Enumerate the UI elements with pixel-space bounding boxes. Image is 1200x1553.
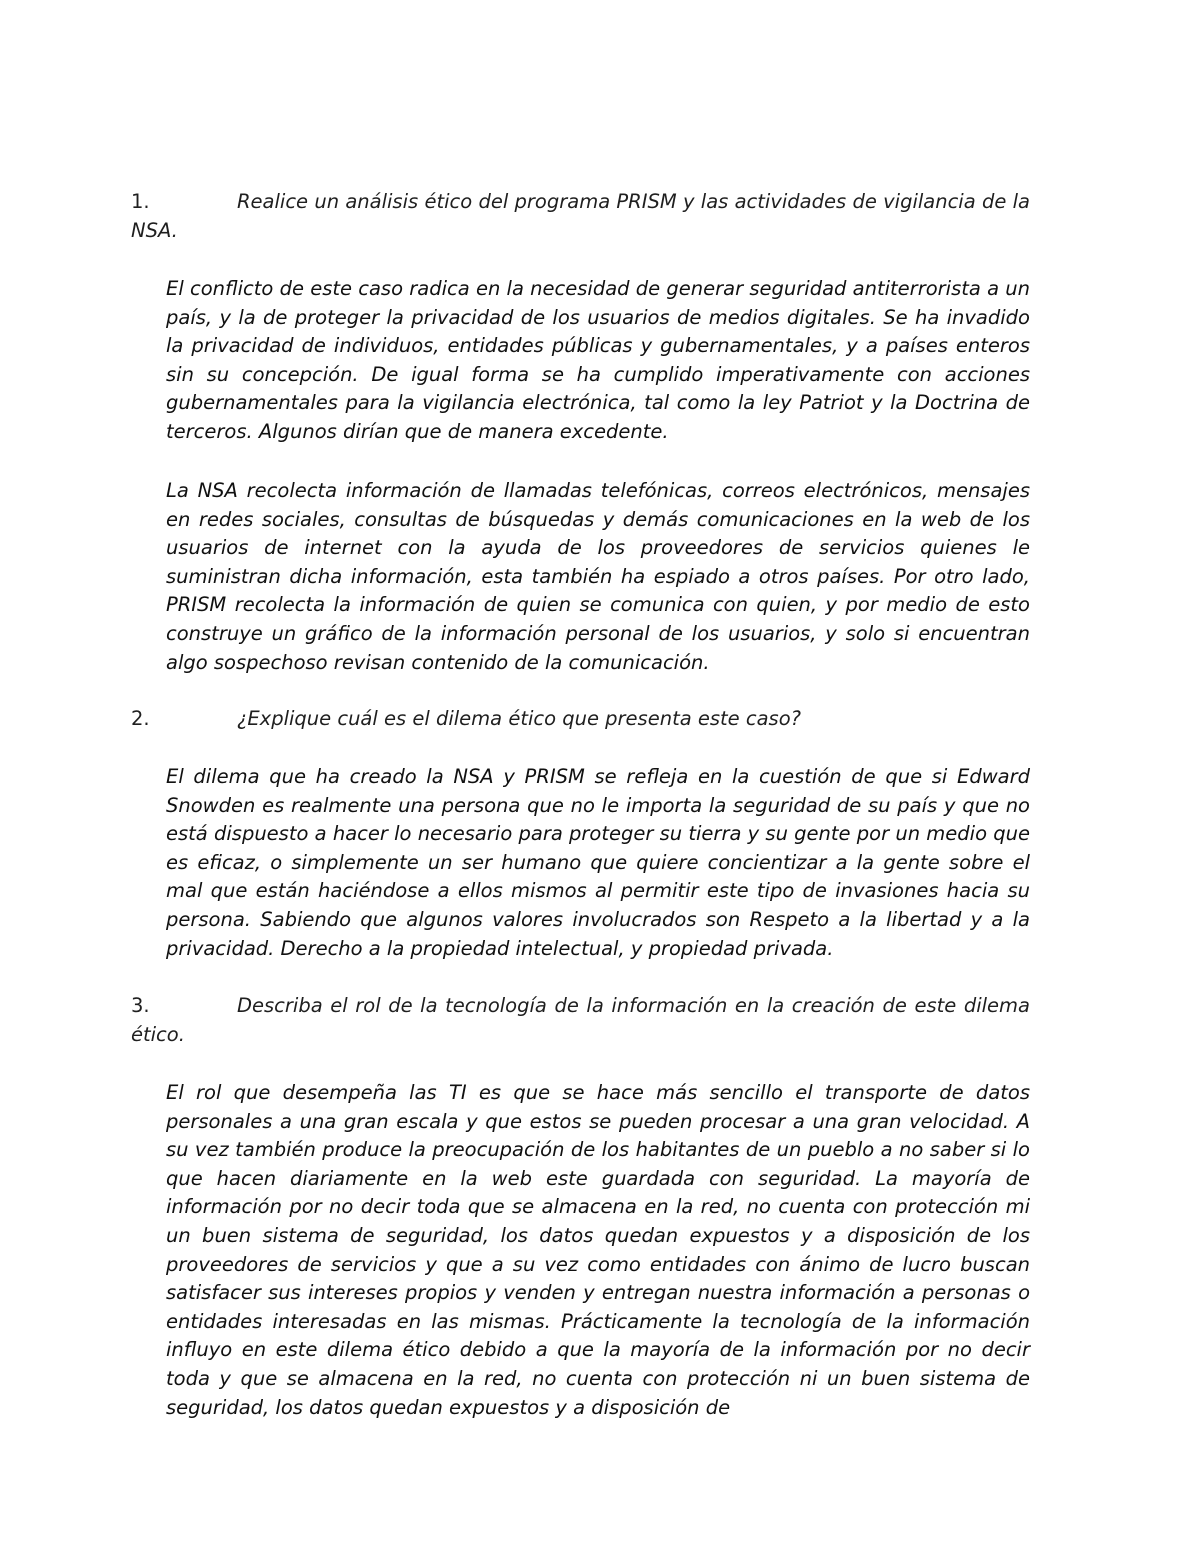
question-3 [131,992,1030,1049]
answer-paragraph: El conflicto de este caso radica en la necesidad de generar seguridad antiterrorista a un país, y la de proteger la privacidad de los usuarios de medios digitales. Se ha invadido la privacidad de individuos, entidades públicas y gubernamentales, y a países enteros sin su concepción. De igual forma se ha cumplido imperativamente con acciones gubernamentales para la vigilancia electrónica, tal como la ley Patriot y la Doctrina de terceros. Algunos dirían que de manera excedente. [166,277,1030,443]
question-text: Describa el rol de la tecnología de la información en la creación de este dilema ético. [131,994,1030,1046]
question-number: 2. [131,707,150,730]
answer-paragraph: La NSA recolecta información de llamadas telefónicas, correos electrónicos, mensajes en redes sociales, consultas de búsquedas y demás comunicaciones en la web de los usuarios de internet con la ayuda de los proveedores de servicios quienes le suministran dicha información, esta también ha espiado a otros países. Por otro lado, PRISM recolecta la información de quien se comunica con quien, y por medio de esto construye un gráfico de la información personal de los usuarios, y solo si encuentran algo sospechoso revisan contenido de la comunicación. [166,479,1030,674]
question-number: 1. [131,190,150,213]
question-1 [131,188,1030,245]
question-2 [131,705,1030,734]
question-text: ¿Explique cuál es el dilema ético que presenta este caso? [237,707,801,730]
question-text: Realice un análisis ético del programa PRISM y las actividades de vigilancia de la NSA. [131,190,1030,242]
answer-paragraph: El rol que desempeña las TI es que se hace más sencillo el transporte de datos personales a una gran escala y que estos se pueden procesar a una gran velocidad. A su vez también produce la preocupación de los habitantes de un pueblo a no saber si lo que hacen diariamente en la web este guardada con seguridad. La mayoría de información por no decir toda que se almacena en la red, no cuenta con protección mi un buen sistema de seguridad, los datos quedan expuestos y a disposición de los proveedores de servicios y que a su vez como entidades con ánimo de lucro buscan satisfacer sus intereses propios y venden y entregan nuestra información a personas o entidades interesadas en las mismas. Prácticamente la tecnología de la información influyo en este dilema ético debido a que la mayoría de la información por no decir toda y que se almacena en la red, no cuenta con protección ni un buen sistema de seguridad, los datos quedan expuestos y a disposición de [166,1081,1030,1419]
question-number: 3. [131,994,150,1017]
answer-paragraph: El dilema que ha creado la NSA y PRISM se refleja en la cuestión de que si Edward Snowden es realmente una persona que no le importa la seguridad de su país y que no está dispuesto a hacer lo necesario para proteger su tierra y su gente por un medio que es eficaz, o simplemente un ser humano que quiere concientizar a la gente sobre el mal que están haciéndose a ellos mismos al permitir este tipo de invasiones hacia su persona. Sabiendo que algunos valores involucrados son Respeto a la libertad y a la privacidad. Derecho a la propiedad intelectual, y propiedad privada. [166,765,1030,960]
